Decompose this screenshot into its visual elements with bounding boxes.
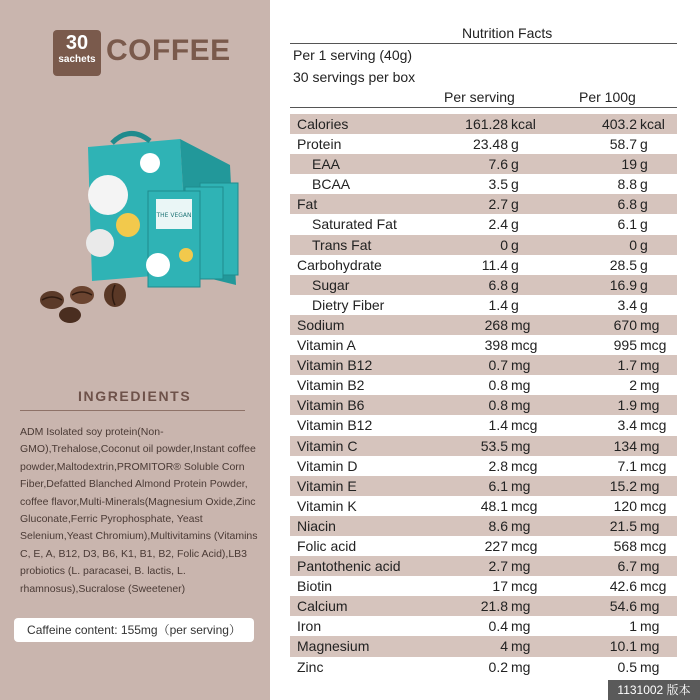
table-row <box>290 456 677 476</box>
per-serving-unit: g <box>511 196 519 213</box>
nutrition-table <box>290 114 677 677</box>
per-100g-unit: mcg <box>640 578 667 595</box>
per-100g-unit: mcg <box>640 457 667 474</box>
nutrient-name: Pantothenic acid <box>297 558 401 575</box>
divider <box>20 410 245 411</box>
table-row <box>290 395 677 415</box>
version-tag: 1131002 版本 <box>608 680 700 700</box>
per-serving-value: 6.1 <box>488 477 508 494</box>
per-serving-value: 0.4 <box>488 618 508 635</box>
divider <box>290 43 677 44</box>
per-100g-value: 3.4 <box>617 296 637 313</box>
table-row <box>290 315 677 335</box>
per-serving-value: 6.8 <box>488 276 508 293</box>
table-row <box>290 616 677 636</box>
per-serving-value: 1.4 <box>488 417 508 434</box>
per-serving-unit: mg <box>511 517 531 534</box>
per-serving-value: 398 <box>484 337 508 354</box>
nutrient-name: Sodium <box>297 316 345 333</box>
per-100g-unit: mg <box>640 558 660 575</box>
per-100g-value: 120 <box>613 497 637 514</box>
per-100g-unit: g <box>640 136 648 153</box>
per-serving-value: 2.7 <box>488 196 508 213</box>
per-100g-value: 21.5 <box>609 517 637 534</box>
per-100g-value: 16.9 <box>609 276 637 293</box>
table-row <box>290 214 677 234</box>
per-serving-value: 2.8 <box>488 457 508 474</box>
nutrient-name: Sugar <box>312 276 350 293</box>
per-100g-unit: g <box>640 176 648 193</box>
badge-unit: sachets <box>58 54 96 65</box>
per-100g-unit: mg <box>640 377 660 394</box>
per-100g-unit: mcg <box>640 337 667 354</box>
table-row <box>290 536 677 556</box>
per-serving-unit: mg <box>511 437 531 454</box>
per-serving-unit: g <box>511 276 519 293</box>
per-serving-unit: mcg <box>511 537 538 554</box>
nutrient-name: Fat <box>297 196 318 213</box>
per-serving-value: 161.28 <box>465 116 508 132</box>
table-row <box>290 174 677 194</box>
per-100g-unit: g <box>640 296 648 313</box>
per-100g-value: 0.5 <box>617 658 637 675</box>
per-100g-value: 28.5 <box>609 256 637 273</box>
per-100g-unit: mg <box>640 316 660 333</box>
per-serving-unit: mcg <box>511 497 538 514</box>
per-serving-value: 0.8 <box>488 377 508 394</box>
nutrient-name: Vitamin E <box>297 477 357 494</box>
table-row <box>290 596 677 616</box>
per-serving-unit: mcg <box>511 417 538 434</box>
table-row <box>290 657 677 677</box>
per-100g-value: 670 <box>613 316 637 333</box>
nutrient-name: Zinc <box>297 658 324 675</box>
per-100g-unit: mg <box>640 618 660 635</box>
per-serving-value: 23.48 <box>472 136 508 153</box>
per-serving-unit: mcg <box>511 578 538 595</box>
nutrient-name: Saturated Fat <box>312 216 397 233</box>
table-row <box>290 194 677 214</box>
per-serving-value: 53.5 <box>480 437 508 454</box>
per-100g-value: 134 <box>613 437 637 454</box>
per-100g-unit: mcg <box>640 537 667 554</box>
per-100g-value: 1 <box>629 618 637 635</box>
per-serving-value: 4 <box>500 638 508 655</box>
nutrient-name: Vitamin C <box>297 437 358 454</box>
per-100g-unit: mg <box>640 638 660 655</box>
per-100g-value: 1.9 <box>617 397 637 414</box>
nutrient-name: Biotin <box>297 578 333 595</box>
per-100g-unit: mg <box>640 437 660 454</box>
per-100g-unit: g <box>640 276 648 293</box>
per-serving-unit: mg <box>511 618 531 635</box>
per-serving-unit: mg <box>511 477 531 494</box>
table-row <box>290 415 677 435</box>
per-100g-value: 15.2 <box>609 477 637 494</box>
nutrient-name: Carbohydrate <box>297 256 382 273</box>
servings-per-box: 30 servings per box <box>293 69 416 85</box>
sachet-count-badge <box>53 30 101 76</box>
nutrient-name: Vitamin B2 <box>297 377 365 394</box>
nutrient-name: Vitamin K <box>297 497 357 514</box>
per-100g-value: 54.6 <box>609 598 637 615</box>
per-100g-value: 42.6 <box>609 578 637 595</box>
per-serving-value: 8.6 <box>488 517 508 534</box>
table-row <box>290 355 677 375</box>
per-serving-unit: mg <box>511 316 531 333</box>
nutrient-name: Vitamin A <box>297 337 356 354</box>
nutrient-name: Folic acid <box>297 537 357 554</box>
per-serving-unit: mg <box>511 558 531 575</box>
per-100g-unit: g <box>640 156 648 173</box>
per-serving-value: 11.4 <box>481 256 508 273</box>
per-100g-unit: g <box>640 236 648 253</box>
table-row <box>290 335 677 355</box>
per-100g-unit: kcal <box>640 116 665 132</box>
per-100g-value: 6.1 <box>617 216 637 233</box>
per-100g-unit: mcg <box>640 417 667 434</box>
per-serving-value: 0.7 <box>488 357 508 374</box>
table-row <box>290 636 677 656</box>
nutrient-name: Iron <box>297 618 322 635</box>
badge-number: 30 <box>65 32 89 54</box>
table-row <box>290 235 677 255</box>
product-title: COFFEE <box>106 34 231 67</box>
table-row <box>290 375 677 395</box>
nutrition-title: Nutrition Facts <box>462 25 553 41</box>
per-100g-value: 19 <box>621 156 637 173</box>
nutrient-name: Vitamin B6 <box>297 397 365 414</box>
per-serving-unit: mg <box>511 598 531 615</box>
table-row <box>290 275 677 295</box>
per-100g-unit: mg <box>640 517 660 534</box>
per-serving-unit: mg <box>511 397 531 414</box>
table-row <box>290 516 677 536</box>
per-serving-unit: g <box>511 136 519 153</box>
per-serving-value: 1.4 <box>488 296 508 313</box>
nutrient-name: Vitamin D <box>297 457 358 474</box>
nutrient-name: Vitamin B12 <box>297 357 373 374</box>
per-serving-unit: g <box>511 176 519 193</box>
per-serving-value: 17 <box>492 578 508 595</box>
svg-text:THE VEGAN: THE VEGAN <box>156 212 192 219</box>
per-100g-value: 403.2 <box>601 116 637 132</box>
table-row <box>290 436 677 456</box>
table-row <box>290 134 677 154</box>
table-row <box>290 114 677 134</box>
per-serving-value: 0.2 <box>488 658 508 675</box>
nutrient-name: EAA <box>312 156 341 173</box>
per-serving-value: 0.8 <box>488 397 508 414</box>
nutrient-name: BCAA <box>312 176 351 193</box>
per-100g-value: 6.7 <box>617 558 637 575</box>
column-header-per-serving: Per serving <box>444 89 515 105</box>
product-image <box>30 125 250 345</box>
per-serving-unit: mg <box>511 357 531 374</box>
ingredients-text: ADM Isolated soy protein(Non-GMO),Trehalose,Coconut oil powder,Instant coffee powder,Maltodextrin,PROMITOR® Soluble Corn Fiber,Defatted Blanched Almond Protein Powder, coffee flavor,Multi-Minerals(Magnesium Oxide,Zinc Gluconate,Ferric Pyrophosphate, Yeast Selenium,Yeast Chromium),Multivitamins (Vitamins C, E, A, B12, D3, B6, K1, B1, B2, Folic Acid),LB3 probiotics (L. paracasei, B. lactis, L. rhamnosus),Sucralose (Sweetener) <box>20 426 258 595</box>
per-100g-unit: g <box>640 256 648 273</box>
per-serving-value: 2.7 <box>488 558 508 575</box>
per-serving-unit: mg <box>511 658 531 675</box>
nutrient-name: Protein <box>297 136 342 153</box>
per-serving-unit: g <box>511 256 519 273</box>
per-100g-value: 7.1 <box>617 457 637 474</box>
per-serving-value: 7.6 <box>488 156 508 173</box>
per-100g-value: 58.7 <box>609 136 637 153</box>
per-serving-value: 21.8 <box>480 598 508 615</box>
table-row <box>290 556 677 576</box>
per-100g-value: 8.8 <box>617 176 637 193</box>
per-100g-value: 995 <box>613 337 637 354</box>
per-serving-value: 268 <box>484 316 508 333</box>
table-row <box>290 255 677 275</box>
nutrient-name: Trans Fat <box>312 236 372 253</box>
per-serving-value: 48.1 <box>480 497 508 514</box>
per-100g-unit: mg <box>640 357 660 374</box>
per-serving-unit: g <box>511 296 519 313</box>
nutrient-name: Niacin <box>297 517 336 534</box>
per-serving-value: 227 <box>484 537 508 554</box>
per-100g-unit: mg <box>640 477 660 494</box>
per-100g-value: 3.4 <box>617 417 637 434</box>
per-serving-unit: g <box>511 156 519 173</box>
serving-size: Per 1 serving (40g) <box>293 47 413 63</box>
per-serving-unit: mcg <box>511 457 538 474</box>
per-serving-unit: mcg <box>511 337 538 354</box>
table-row <box>290 154 677 174</box>
divider <box>290 107 677 108</box>
per-100g-value: 2 <box>629 377 637 394</box>
per-100g-unit: mcg <box>640 497 667 514</box>
per-serving-value: 2.4 <box>488 216 508 233</box>
per-serving-value: 3.5 <box>488 176 508 193</box>
per-serving-unit: g <box>511 236 519 253</box>
table-row <box>290 476 677 496</box>
per-100g-unit: mg <box>640 397 660 414</box>
table-row <box>290 496 677 516</box>
nutrient-name: Calcium <box>297 598 348 615</box>
ingredients-title: INGREDIENTS <box>78 388 192 404</box>
per-100g-value: 568 <box>613 537 637 554</box>
per-serving-unit: g <box>511 216 519 233</box>
per-100g-value: 6.8 <box>617 196 637 213</box>
per-serving-unit: kcal <box>511 116 536 132</box>
per-100g-value: 0 <box>629 236 637 253</box>
nutrient-name: Magnesium <box>297 638 370 655</box>
per-100g-value: 1.7 <box>617 357 637 374</box>
per-serving-unit: mg <box>511 638 531 655</box>
per-serving-unit: mg <box>511 377 531 394</box>
table-row <box>290 576 677 596</box>
per-serving-value: 0 <box>500 236 508 253</box>
column-header-per-100g: Per 100g <box>579 89 636 105</box>
nutrient-name: Calories <box>297 116 349 132</box>
nutrient-name: Vitamin B12 <box>297 417 373 434</box>
per-100g-unit: mg <box>640 658 660 675</box>
per-100g-value: 10.1 <box>609 638 637 655</box>
per-100g-unit: g <box>640 216 648 233</box>
per-100g-unit: mg <box>640 598 660 615</box>
per-100g-unit: g <box>640 196 648 213</box>
caffeine-box: Caffeine content: 155mg（per serving） <box>14 618 254 642</box>
table-row <box>290 295 677 315</box>
nutrient-name: Dietry Fiber <box>312 296 385 313</box>
